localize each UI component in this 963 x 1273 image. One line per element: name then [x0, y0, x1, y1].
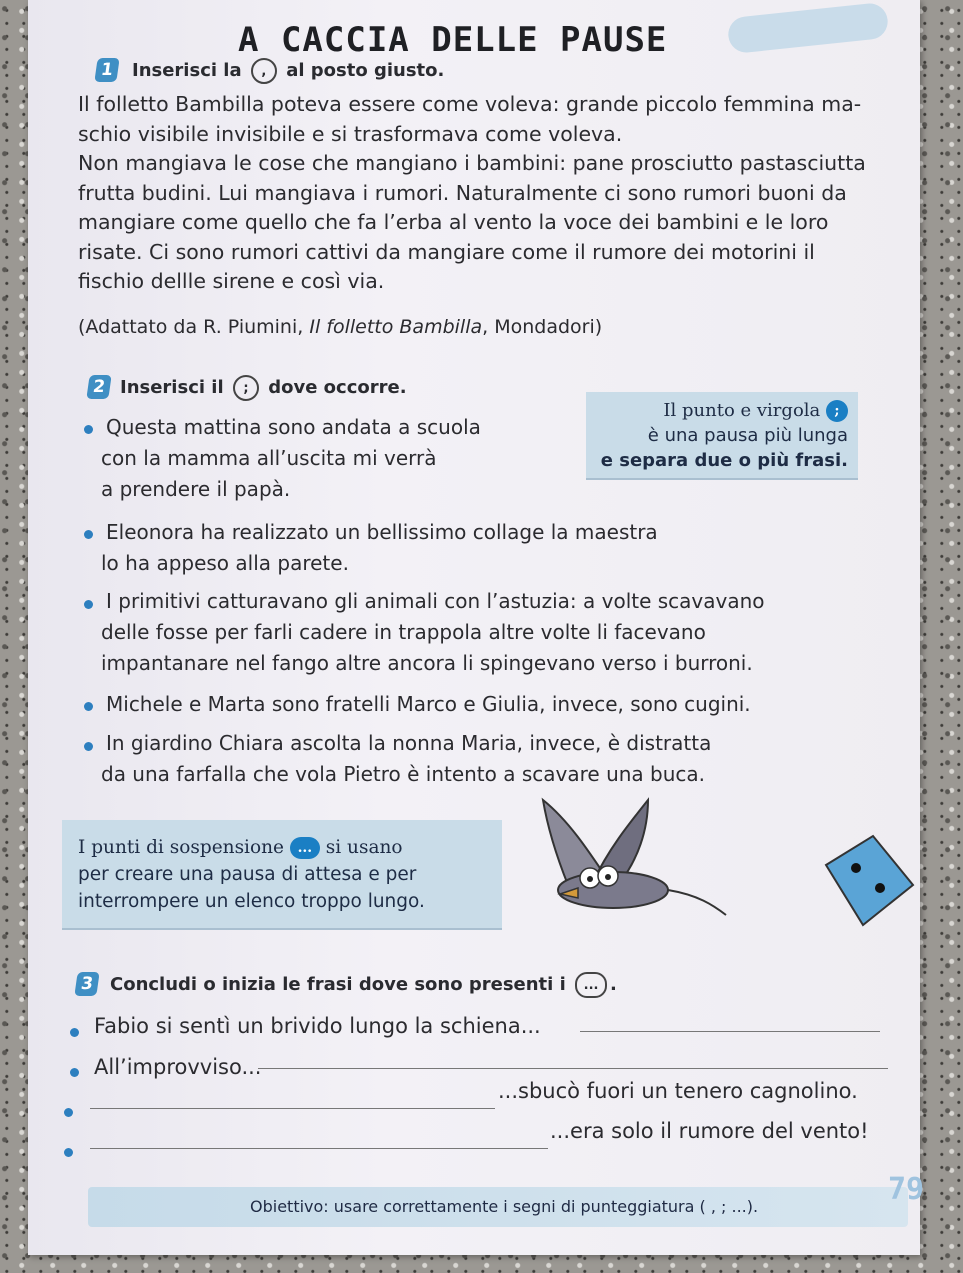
bullet-icon — [84, 530, 93, 539]
page-number: 79 — [888, 1172, 925, 1207]
exercise-1-instruction — [132, 58, 444, 84]
answer-line[interactable] — [90, 1148, 548, 1149]
footer-objective — [250, 1197, 758, 1216]
item-line: In giardino Chiara ascolta la nonna Maria, invece, è distratta — [106, 731, 712, 755]
bullet-icon — [84, 425, 93, 434]
suspension-line: per creare una pausa di attesa e per — [78, 864, 417, 885]
suspension-line — [78, 834, 486, 861]
exercise-2-item — [101, 412, 481, 505]
item-line: a prendere il papà. — [101, 477, 291, 501]
item-line: delle fosse per farli cadere in trappola altre volte li facevano — [101, 620, 706, 644]
comma-badge-icon: , — [251, 58, 277, 84]
item-line: Michele e Marta sono fratelli Marco e Giulia, invece, sono cugini. — [106, 692, 751, 716]
paragraph-line: mangiare come quello che fa l’erba al vento la voce dei bambini e le loro — [78, 210, 829, 234]
suspension-text: I punti di sospensione — [78, 837, 284, 858]
exercise-2-item — [101, 586, 765, 679]
suspension-text: si usano — [325, 837, 403, 858]
answer-line[interactable] — [258, 1068, 888, 1069]
instruction-text: Inserisci la — [132, 60, 242, 81]
suspension-line: interrompere un elenco troppo lungo. — [78, 891, 425, 912]
info-box-line: e separa due o più frasi. — [600, 450, 848, 471]
exercise-1-paragraph — [78, 90, 878, 297]
title-decoration — [727, 2, 890, 55]
item-line: lo ha appeso alla parete. — [101, 551, 349, 575]
paragraph-line: frutta budini. Lui mangiava i rumori. Naturalmente ci sono rumori buoni da — [78, 180, 847, 205]
paragraph-line: Il folletto Bambilla poteva essere come voleva: grande piccolo femmina ma- — [78, 92, 862, 116]
page-title: A CACCIA DELLE PAUSE — [238, 20, 668, 60]
footer-text: usare correttamente i segni di punteggiatura ( , ; ...). — [333, 1197, 759, 1216]
item-line: da una farfalla che vola Pietro è intento a scavare una buca. — [101, 762, 706, 786]
instruction-text: al posto giusto. — [286, 60, 445, 81]
info-box-line: è una pausa più lunga — [647, 425, 848, 446]
instruction-text: dove occorre. — [268, 377, 407, 398]
paragraph-line: schio visibile invisibile e si trasformava come voleva. — [78, 121, 623, 146]
citation-title: Il folletto Bambilla — [309, 316, 483, 338]
bird-illustration — [498, 790, 728, 930]
instruction-text: Concludi o inizia le frasi dove sono presenti i — [110, 974, 566, 995]
semicolon-dot-icon: ; — [826, 400, 848, 422]
paragraph-line: Non mangiava le cose che mangiano i bambini: pane prosciutto pastasciutta — [78, 151, 866, 175]
instruction-text: . — [610, 974, 617, 995]
source-citation — [78, 316, 602, 338]
exercise-3-instruction — [110, 972, 617, 998]
exercise-3-item: Fabio si sentì un brivido lungo la schiena... — [94, 1014, 541, 1038]
bullet-icon — [84, 600, 93, 609]
item-line: con la mamma all’uscita mi verrà — [101, 446, 437, 470]
citation-text: , Mondadori) — [482, 316, 603, 338]
exercise-2-number: 2 — [86, 375, 111, 399]
bullet-icon — [70, 1028, 79, 1037]
ellipsis-dot-icon: ... — [290, 837, 320, 859]
bullet-icon — [84, 742, 93, 751]
item-line: impantanare nel fango altre ancora li spingevano verso i burroni. — [101, 651, 753, 675]
bullet-icon — [64, 1148, 73, 1157]
exercise-3-number: 3 — [74, 972, 99, 996]
citation-text: (Adattato da R. Piumini, — [78, 316, 310, 338]
exercise-2-instruction — [120, 375, 407, 401]
exercise-1-number: 1 — [94, 58, 119, 82]
paragraph-line: risate. Ci sono rumori cattivi da mangiare come il rumore dei motorini il — [78, 239, 815, 264]
info-box-title-text: Il punto e virgola — [663, 400, 821, 421]
dice-icon — [818, 830, 918, 930]
footer-label: Obiettivo: — [250, 1197, 329, 1216]
item-line: Eleonora ha realizzato un bellissimo collage la maestra — [106, 520, 658, 544]
semicolon-info-box — [586, 392, 858, 480]
exercise-2-item — [101, 728, 712, 790]
semicolon-badge-icon: ; — [233, 375, 259, 401]
item-line: Questa mattina sono andata a scuola — [106, 415, 481, 439]
bullet-icon — [64, 1108, 73, 1117]
paragraph-line: fischio dellle sirene e così via. — [78, 269, 385, 293]
info-box-title — [596, 398, 848, 423]
textbook-page — [28, 0, 925, 1255]
exercise-3-item: ...era solo il rumore del vento! — [550, 1119, 869, 1143]
answer-line[interactable] — [90, 1108, 495, 1109]
bullet-icon — [70, 1068, 79, 1077]
instruction-text: Inserisci il — [120, 377, 224, 398]
answer-line[interactable] — [580, 1031, 880, 1032]
suspension-info-box — [62, 820, 502, 930]
exercise-2-item — [106, 689, 751, 720]
exercise-2-item — [101, 517, 658, 579]
exercise-3-item: ...sbucò fuori un tenero cagnolino. — [498, 1079, 858, 1103]
item-line: I primitivi catturavano gli animali con l’astuzia: a volte scavavano — [106, 589, 765, 613]
exercise-3-item: All’improvviso... — [94, 1055, 262, 1079]
bullet-icon — [84, 702, 93, 711]
ellipsis-badge-icon: ... — [575, 972, 607, 998]
